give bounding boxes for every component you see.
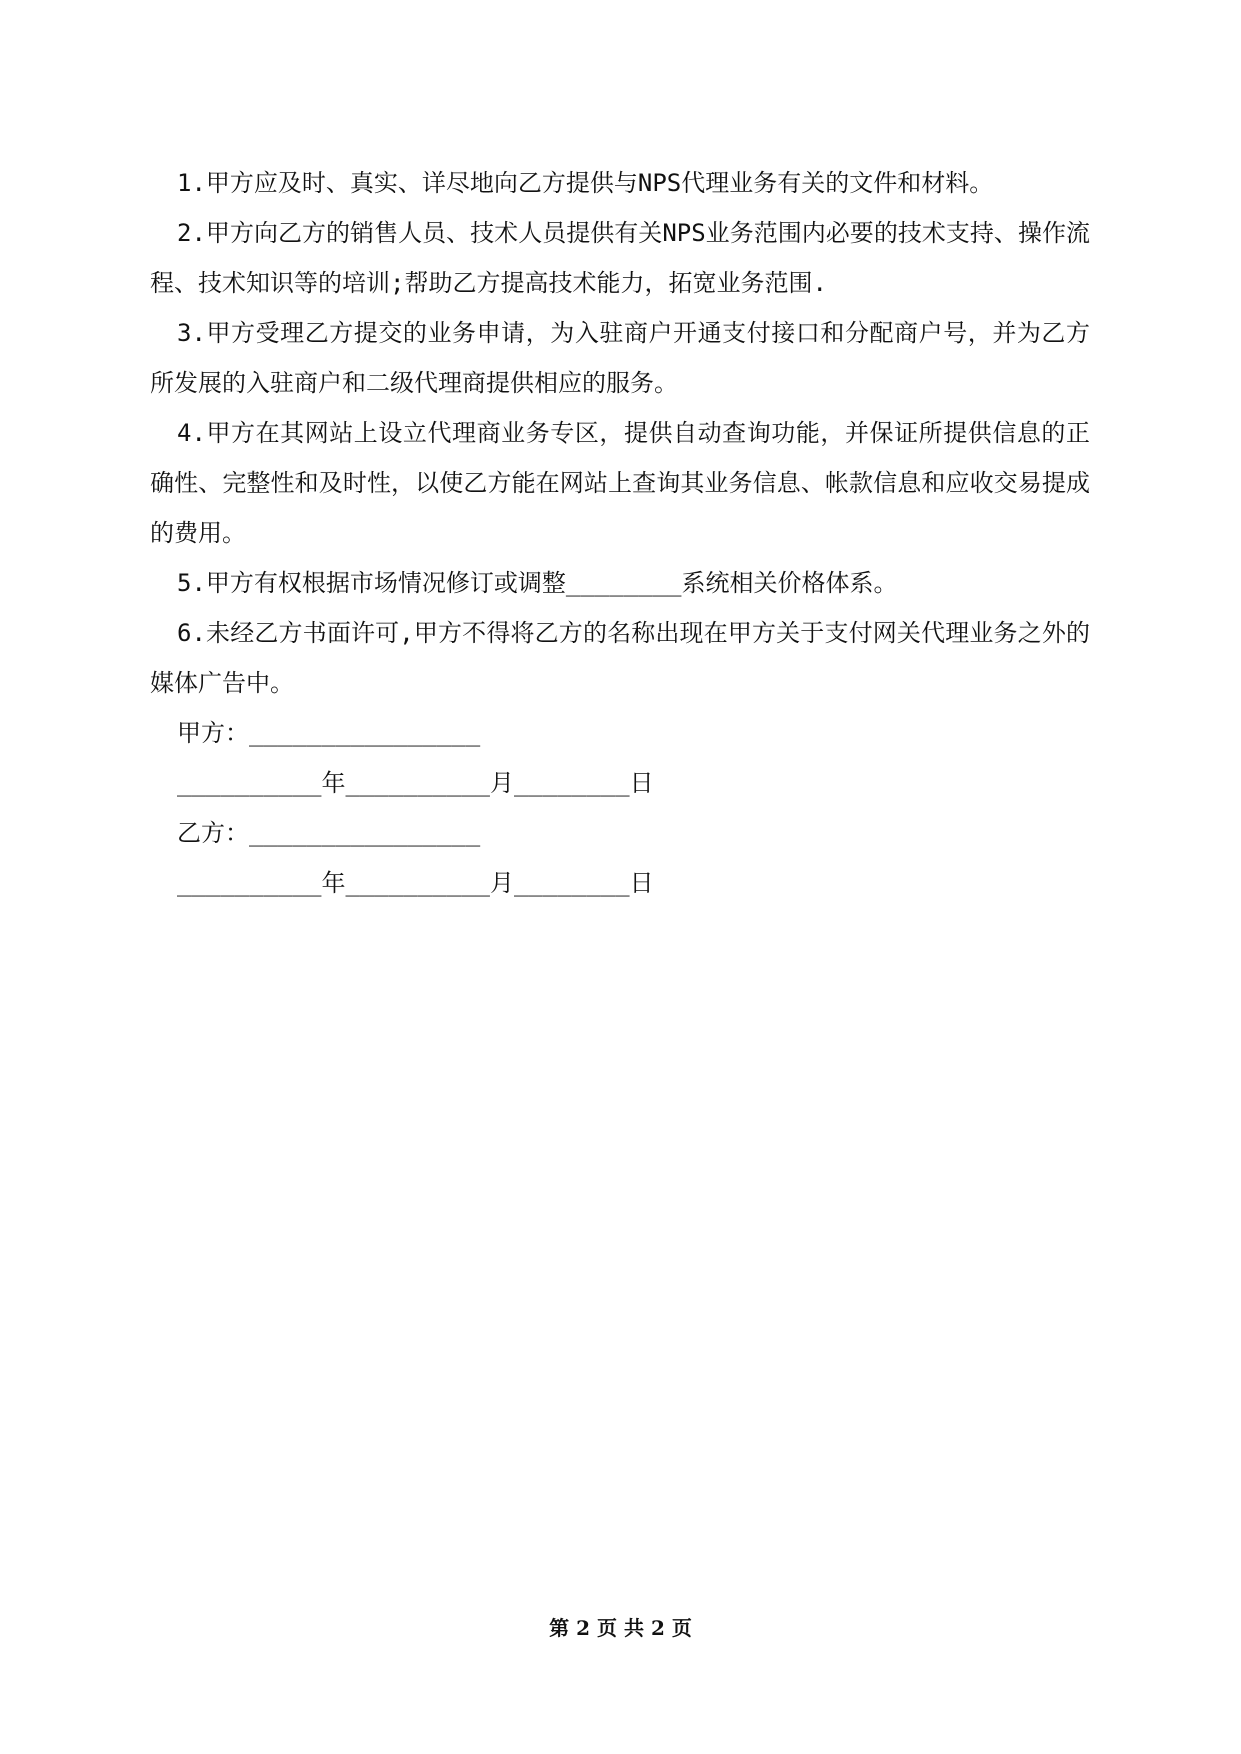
party-a-signature-line: 甲方：________________ — [177, 719, 481, 747]
clause-2: 2.甲方向乙方的销售人员、技术人员提供有关NPS业务范围内必要的技术支持、操作流程、技术知识等的培训;帮助乙方提高技术能力，拓宽业务范围. — [150, 219, 1090, 297]
clause-4: 4.甲方在其网站上设立代理商业务专区，提供自动查询功能，并保证所提供信息的正确性、完整性和及时性，以使乙方能在网站上查询其业务信息、帐款信息和应收交易提成的费用。 — [150, 419, 1090, 547]
clause-1: 1.甲方应及时、真实、详尽地向乙方提供与NPS代理业务有关的文件和材料。 — [177, 169, 994, 197]
signature-block — [150, 708, 1090, 908]
document-body — [150, 158, 1090, 908]
party-b-date-line: __________年__________月________日 — [177, 869, 654, 897]
clause-6: 6.未经乙方书面许可,甲方不得将乙方的名称出现在甲方关于支付网关代理业务之外的媒体广告中。 — [150, 619, 1090, 697]
clause-5: 5.甲方有权根据市场情况修订或调整________系统相关价格体系。 — [177, 569, 898, 597]
page-number-footer: 第 2 页 共 2 页 — [549, 1616, 692, 1640]
party-b-signature-line: 乙方：________________ — [177, 819, 481, 847]
party-a-date-line: __________年__________月________日 — [177, 769, 654, 797]
clause-3: 3.甲方受理乙方提交的业务申请，为入驻商户开通支付接口和分配商户号，并为乙方所发展的入驻商户和二级代理商提供相应的服务。 — [150, 319, 1090, 397]
